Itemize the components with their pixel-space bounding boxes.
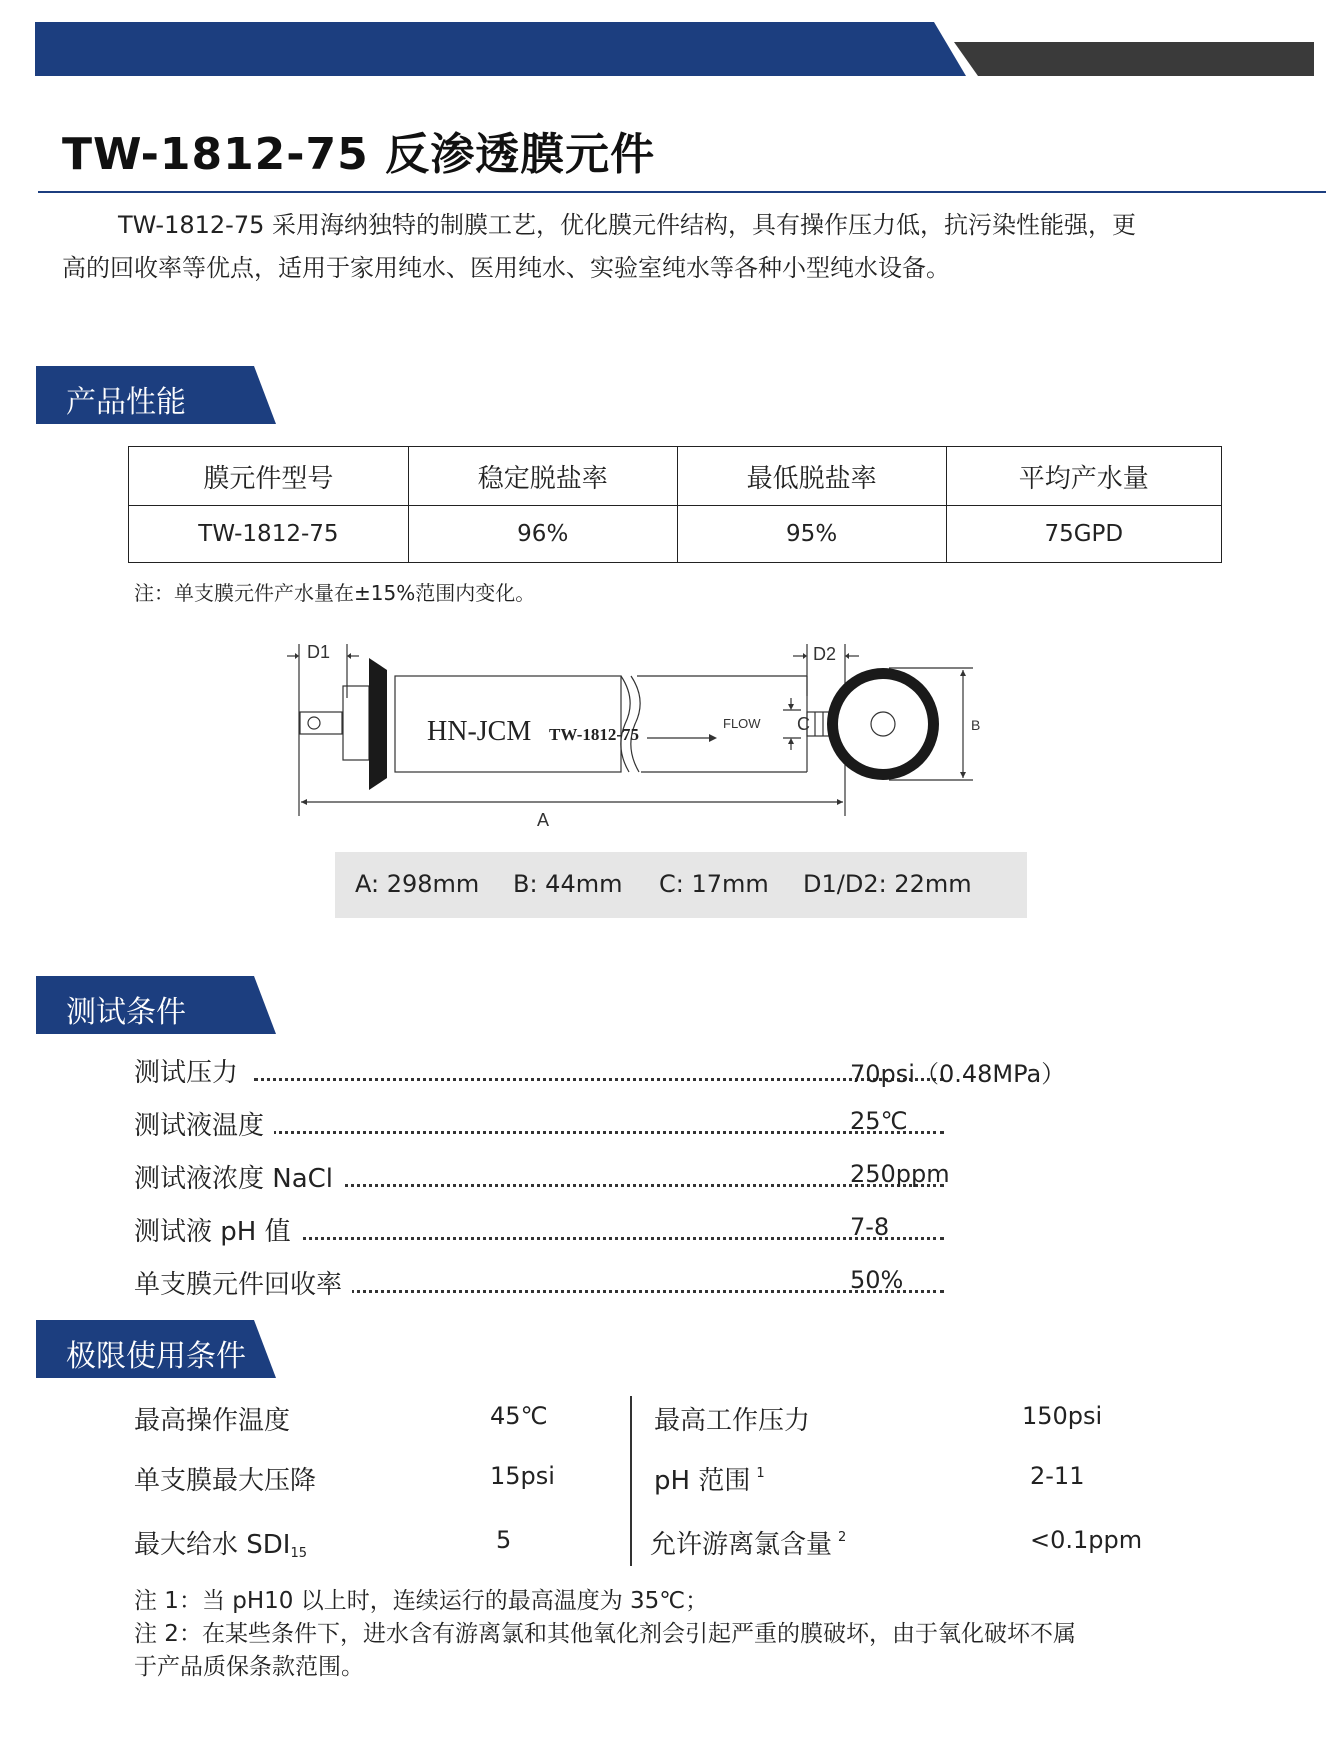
intro-line-2: 高的回收率等优点，适用于家用纯水、医用纯水、实验室纯水等各种小型纯水设备。 (62, 254, 950, 282)
leader-dots (254, 1237, 944, 1240)
performance-table (128, 446, 1222, 563)
footnote-marker: 1 (756, 1466, 765, 1481)
section-header-limits (36, 1320, 276, 1378)
footnote-marker: 2 (838, 1530, 847, 1545)
diagram-brand: HN-JCM (427, 716, 532, 747)
limit-label: 最大给水 SDI (134, 1530, 291, 1560)
note-line: 于产品质保条款范围。 (134, 1654, 364, 1680)
limits-notes (134, 1585, 1234, 1684)
label-d2: D2 (813, 644, 837, 664)
dimensions-box (335, 852, 1027, 918)
test-condition-row (134, 1264, 1064, 1304)
limit-label-ph (654, 1460, 765, 1497)
note-line: 注 2：在某些条件下，进水含有游离氯和其他氧化剂会引起严重的膜破坏，由于氧化破坏不属 (134, 1621, 1076, 1647)
table-header-cell: 平均产水量 (946, 447, 1221, 506)
page-title: TW-1812-75 反渗透膜元件 (62, 129, 656, 180)
leader-dots (254, 1131, 944, 1134)
limit-value: 15psi (490, 1462, 555, 1490)
limit-label: pH 范围 (654, 1466, 751, 1496)
test-condition-value: 70psi（0.48MPa） (850, 1060, 1066, 1088)
label-d1: D1 (307, 642, 331, 662)
section-title-performance: 产品性能 (66, 385, 186, 420)
table-header-cell: 最低脱盐率 (677, 447, 946, 506)
top-banner (0, 0, 1326, 90)
table-header-cell: 膜元件型号 (129, 447, 409, 506)
test-condition-label: 测试压力 (134, 1052, 248, 1089)
flow-label: FLOW (723, 716, 761, 731)
section-header-test-conditions (36, 976, 276, 1034)
sdi-subscript: 15 (290, 1546, 308, 1561)
test-condition-label: 测试液 pH 值 (134, 1211, 301, 1248)
test-condition-label: 测试液浓度 NaCl (134, 1158, 343, 1195)
dimension-a: A: 298mm (355, 870, 480, 898)
limit-label-chlorine (650, 1524, 846, 1561)
label-a: A (537, 810, 550, 830)
dimension-c: C: 17mm (659, 870, 769, 898)
limit-label-sdi (134, 1524, 307, 1561)
test-condition-label: 单支膜元件回收率 (134, 1264, 352, 1301)
label-b: B (971, 717, 981, 733)
test-condition-value: 25℃ (850, 1107, 908, 1135)
table-cell: TW-1812-75 (129, 506, 409, 563)
test-condition-value: 250ppm (850, 1160, 950, 1188)
test-condition-label: 测试液温度 (134, 1105, 274, 1142)
table-header-row (129, 447, 1222, 506)
leader-dots (254, 1290, 944, 1293)
leader-dots (254, 1184, 944, 1187)
table-cell: 96% (408, 506, 677, 563)
test-condition-value: 7-8 (850, 1213, 890, 1241)
membrane-diagram (285, 636, 1085, 836)
limit-value: 45℃ (490, 1402, 548, 1430)
test-condition-row (134, 1158, 1064, 1198)
test-condition-row (134, 1052, 1064, 1092)
limits-column-divider (630, 1396, 632, 1566)
section-title-test-conditions: 测试条件 (66, 995, 186, 1030)
performance-note: 注：单支膜元件产水量在±15%范围内变化。 (134, 581, 536, 605)
diagram-model: TW-1812-75 (549, 725, 640, 744)
section-title-limits: 极限使用条件 (66, 1339, 246, 1374)
table-row (129, 506, 1222, 563)
label-c: C (797, 714, 810, 734)
test-condition-row (134, 1105, 1064, 1145)
limit-label: 最高工作压力 (654, 1406, 811, 1436)
limit-value: 2-11 (1030, 1462, 1085, 1490)
note-line: 注 1：当 pH10 以上时，连续运行的最高温度为 35℃； (134, 1588, 709, 1614)
table-header-cell: 稳定脱盐率 (408, 447, 677, 506)
intro-paragraph (62, 204, 1262, 290)
dimension-b: B: 44mm (513, 870, 623, 898)
dimension-d1-d2: D1/D2: 22mm (803, 870, 972, 898)
title-divider (38, 191, 1326, 193)
limit-label: 允许游离氯含量 (650, 1530, 833, 1560)
test-condition-value: 50% (850, 1266, 904, 1294)
table-cell: 95% (677, 506, 946, 563)
intro-line-1: TW-1812-75 采用海纳独特的制膜工艺，优化膜元件结构，具有操作压力低，抗污染性能强，更 (118, 211, 1136, 239)
section-header-performance (36, 366, 276, 424)
test-condition-row (134, 1211, 1064, 1251)
limit-label: 单支膜最大压降 (134, 1466, 317, 1496)
leader-dots (254, 1078, 944, 1081)
limit-value: <0.1ppm (1030, 1526, 1143, 1554)
limit-label: 最高操作温度 (134, 1406, 291, 1436)
table-cell: 75GPD (946, 506, 1221, 563)
limit-value: 5 (496, 1526, 512, 1554)
limit-value: 150psi (1022, 1402, 1103, 1430)
